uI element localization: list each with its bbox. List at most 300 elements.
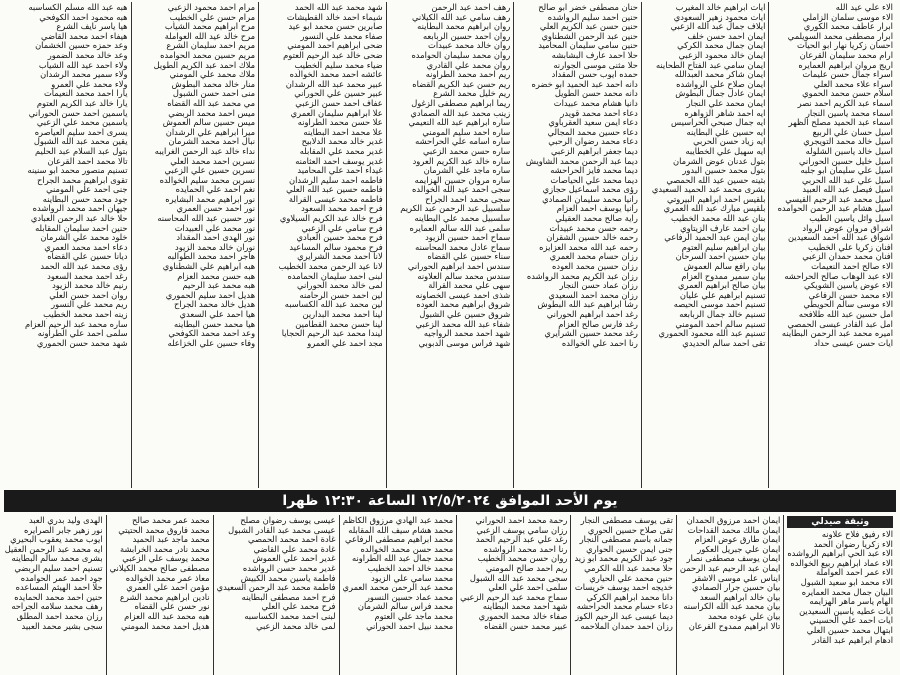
candidate-name: ريم احمد صالح المومني bbox=[485, 562, 568, 573]
candidate-name: افنان زكريا علي الخطيب bbox=[808, 241, 893, 252]
candidate-name: حنين حسن عبد الكريم العلي bbox=[539, 21, 638, 32]
candidate-name: فاطمة محمد عبد الرحمن السعيدي bbox=[216, 582, 336, 593]
candidate-name: تسنيم ابراهيم علي عليان bbox=[679, 289, 766, 300]
candidate-name: هديل احمد محمد المومني bbox=[121, 620, 210, 631]
candidate-name: اسيل فيصل عبد الله العبيد bbox=[802, 184, 893, 195]
candidate-name: نور الهدى احمد المقداد bbox=[176, 232, 256, 243]
candidate-name: دانيا هشام محمد عبيدات bbox=[553, 97, 638, 108]
candidate-name: رغد احمد محمد السعود bbox=[47, 270, 128, 281]
candidate-name: لبنى احمد سليمان الحمامده bbox=[287, 270, 383, 281]
candidate-name: غادة احمد محمد الحمصي bbox=[248, 534, 336, 545]
candidate-name: رزان احمد حمدان الملاحمه bbox=[580, 620, 673, 631]
candidate-name: حلا محمد عبد الله الكرمي bbox=[584, 562, 673, 573]
candidate-name: دعاء ايمن سعيد العقرباوي bbox=[548, 117, 638, 128]
candidate-name: الاء عبد الحي ابراهيم الرواشده bbox=[787, 548, 893, 559]
name-column bbox=[106, 515, 213, 675]
candidate-name: دعاء احمد محمد العمري bbox=[44, 241, 128, 252]
candidate-name: رهف سامي عبد الله الكيلاني bbox=[411, 11, 511, 22]
candidate-name: رزان حسين محمد العوده bbox=[552, 261, 638, 272]
candidate-name: هديل احمد سليم الحموري bbox=[165, 289, 256, 300]
candidate-name: اسيل هشام عبد الرحمن الحوامده bbox=[777, 203, 893, 214]
candidate-name: ايمان سامي عبد الفتاح الطحاينه bbox=[655, 59, 766, 70]
candidate-name: ابتهال محمد حسين العلي bbox=[806, 624, 893, 635]
candidate-name: ميرا ابراهيم علي الرشدان bbox=[165, 126, 256, 137]
candidate-name: شهد احمد محمد الرواجيه bbox=[423, 328, 511, 339]
candidate-name: تسنيم خالد جمال الربابعه bbox=[679, 309, 766, 319]
candidate-name: محمد سامي علي الزيود bbox=[371, 572, 454, 583]
candidate-name: غيداء احمد علي المحاميد bbox=[297, 165, 383, 176]
candidate-name: فرح محمد حسين العبادي bbox=[296, 232, 383, 243]
candidate-name: نوران خالد محمد الزيود bbox=[175, 241, 256, 252]
candidate-name: بيان ابراهيم سليم العتوم bbox=[681, 241, 766, 252]
candidate-name: رانيا محمد سليمان الصمادي bbox=[542, 193, 638, 204]
candidate-name: رزان حسام محمد العمري bbox=[549, 251, 638, 262]
candidate-name: ياسمين محمد علي الزعبي bbox=[36, 117, 128, 128]
bottom-name-columns bbox=[4, 515, 896, 675]
candidate-name: ايمان عادل جمال البطوش bbox=[675, 88, 766, 99]
candidate-name: الاء موسى سالم الحويطي bbox=[803, 299, 893, 310]
name-column bbox=[768, 2, 896, 488]
candidate-name: جنى احمد علي المومني bbox=[46, 184, 128, 195]
candidate-name: ساره احمد سليم المومني bbox=[422, 126, 511, 137]
candidate-name: اسيل محمد عبد الرحيم القيسي bbox=[785, 193, 893, 204]
candidate-name: عبير محمد عبد الله الرشدان bbox=[285, 78, 383, 89]
candidate-name: الاء محمد ابو سعيد الشبول bbox=[800, 576, 893, 587]
candidate-name: مصطفى صالح محمد الكيلاني bbox=[109, 562, 210, 573]
candidate-name: مرح خالد عيد الله العواملة bbox=[164, 30, 256, 41]
candidate-name: بيان احمد عارف الزيتاوي bbox=[680, 222, 766, 233]
name-column bbox=[513, 2, 641, 488]
candidate-name: نسرين احمد محمد العلي bbox=[170, 155, 256, 166]
candidate-name: رحمه عبد الله محمد العزايزه bbox=[539, 241, 638, 252]
candidate-name: هبه محمد عبد الرحيم bbox=[182, 280, 256, 291]
candidate-name: نور زهير جابر الصرايره bbox=[23, 524, 103, 535]
candidate-name: مرام احمد محمود الزعبي bbox=[167, 2, 256, 12]
candidate-name: صابرين حسن محمد ابو عيد bbox=[288, 21, 383, 32]
candidate-name: علا ابراهيم سليمان العمري bbox=[290, 107, 383, 118]
candidate-name: فرح احمد مصطفى البطاينه bbox=[241, 591, 336, 602]
candidate-name: لمى خالد محمد الحوراني bbox=[297, 280, 383, 291]
candidate-name: ارام محمد سليمان القرعان bbox=[799, 49, 893, 60]
candidate-name: عيسى يوسف رضوان مصلح bbox=[240, 515, 336, 525]
candidate-name: جنى ايمن حسين الحواري bbox=[586, 543, 673, 554]
candidate-name: غدير يوسف احمد العثامنه bbox=[295, 155, 383, 166]
candidate-name: نبال احمد محمد الشرمان bbox=[168, 136, 256, 147]
candidate-name: اسيل خالد ياسين الشلوله bbox=[805, 145, 893, 156]
candidate-name: ايمان يوسف مصطفى نصار bbox=[686, 553, 781, 564]
candidate-name: ايمان شاكر محمد العبدالله bbox=[674, 69, 766, 80]
candidate-name: ساره مروان حسين الهزايمه bbox=[414, 174, 511, 185]
candidate-name: حلا احمد عارف البشابشه bbox=[551, 49, 638, 60]
candidate-name: روان ابراهيم محمد البطاينه bbox=[417, 21, 511, 32]
candidate-name: حلا مثنى موسى الجوارنه bbox=[553, 59, 638, 70]
name-column bbox=[641, 2, 769, 488]
candidate-name: خلود محمد علي الشرمان bbox=[40, 232, 128, 243]
candidate-name: نور حسن علي القضاه bbox=[134, 601, 210, 612]
candidate-name: هبه محمود احمد الكوفحي bbox=[39, 11, 128, 22]
candidate-name: اسلام حسن محمد الحموي bbox=[802, 88, 893, 99]
candidate-name: رحمه خالد حسين الشقران bbox=[546, 232, 638, 243]
candidate-name: شهد محمد عبد الله الحمد bbox=[294, 2, 383, 12]
candidate-name: اسيل علي سليمان ابو جلبه bbox=[800, 165, 893, 176]
candidate-name: بيان حسين جرار الصمادي bbox=[692, 582, 781, 593]
candidate-name: رؤى محمد اسماعيل حجازي bbox=[542, 184, 638, 195]
candidate-name: شذى احمد عيسى الخصاونه bbox=[415, 289, 511, 300]
candidate-name: حلا احمد الهيثم المساعده bbox=[15, 582, 103, 593]
candidate-name: رهف محمد سلامه الجراحه bbox=[11, 601, 103, 612]
candidate-name: هاجر احمد محمد الطوالبه bbox=[167, 251, 256, 262]
candidate-name: لبنى احمد محمد الكساسبه bbox=[244, 610, 336, 621]
candidate-name: فرح محمد علي العلي bbox=[261, 601, 336, 612]
candidate-name: رغد محمد حسين الشرايري bbox=[544, 328, 638, 339]
candidate-name: علا حسن محمد الطراونه bbox=[297, 117, 383, 128]
candidate-name: دانه احمد عبد الحميد ابو خضره bbox=[531, 78, 638, 89]
candidate-name: بلقيس مبارك عبد الله العمري bbox=[663, 203, 766, 214]
candidate-name: ايه جمال صبحي الحراسيس bbox=[671, 117, 766, 128]
candidate-name: تالا محمد احمد القرعان bbox=[47, 155, 128, 166]
candidate-name: ضياء محمد سليم الخطيب bbox=[294, 59, 383, 70]
candidate-name: اسيل وائل ياسين الطيب bbox=[809, 213, 893, 224]
candidate-name: تسنيم سالم احمد المومني bbox=[675, 318, 766, 329]
candidate-name: فرح احمد محمد السعود bbox=[301, 203, 383, 214]
candidate-name: ضحى خالد عبد الرحيم العتوم bbox=[283, 49, 383, 60]
candidate-name: يارا خالد عبد الكريم العتوم bbox=[36, 97, 128, 108]
candidate-name: محمد عمر محمد صالح bbox=[132, 515, 210, 525]
name-column bbox=[570, 515, 675, 675]
name-column bbox=[258, 2, 386, 488]
candidate-name: فاطمة ياسين محمد الكبيش bbox=[240, 572, 336, 583]
candidate-name: محمد حسن محمد الخوالده bbox=[360, 543, 454, 554]
candidate-name: جمانه باسم مصطفى النجار bbox=[579, 534, 673, 545]
candidate-name: ايمان جمال محمد الكركي bbox=[677, 40, 766, 51]
candidate-name: رشا ابراهيم عبد الله البطوش bbox=[537, 299, 638, 310]
candidate-name: نادين ابراهيم محمد الشرع bbox=[119, 591, 210, 602]
candidate-name: اسيل علي عبد الله الحربي bbox=[801, 174, 893, 185]
candidate-name: هيا محمد حسن البطاينه bbox=[174, 318, 256, 329]
candidate-name: ايمان عبد الرحيم عبد الرحمن bbox=[679, 562, 781, 573]
candidate-name: روان احمد حسين الربابعه bbox=[422, 30, 511, 41]
candidate-name: ايمان محمد علي النجار bbox=[686, 97, 766, 108]
candidate-name: الاء عماد ابراهيم ربيع الخوالده bbox=[790, 557, 893, 568]
candidate-name: حنين محمد علي الحياري bbox=[589, 572, 673, 583]
name-column bbox=[456, 515, 570, 675]
candidate-name: ديما محمد فايز الحراحشه bbox=[550, 165, 638, 176]
candidate-name: ياسمين احمد حسن الحوراني bbox=[28, 107, 128, 118]
candidate-name: اسراء علاء محمد العلي bbox=[813, 78, 893, 89]
candidate-name: نور حسين عبد الله المحاسنه bbox=[157, 213, 256, 224]
name-column bbox=[213, 515, 339, 675]
candidate-name: عفاف احمد حسن الزعبي bbox=[295, 97, 383, 108]
candidate-name: رزان محمد احمد السعيدي bbox=[548, 289, 638, 300]
candidate-name: رنا احمد محمد الرواشده bbox=[483, 543, 568, 554]
candidate-name: ميس احمد محمد الربضي bbox=[168, 107, 256, 118]
candidate-name: ابرار مصطفى محمد السويلمي bbox=[787, 30, 893, 41]
candidate-name: فرح سامي علي الزعبي bbox=[301, 222, 383, 233]
candidate-name: تالا ابراهيم ممدوح القرعان bbox=[688, 620, 781, 631]
candidate-name: سجى محمد عبد الله الشبول bbox=[469, 572, 568, 583]
candidate-name: منار خالد محمد البطوش bbox=[171, 78, 256, 89]
candidate-name: ملاك محمد علي المومني bbox=[169, 69, 256, 80]
candidate-name: صفاء محمد علي النسور bbox=[300, 30, 383, 41]
candidate-name: غادة محمد علي القاضي bbox=[253, 543, 336, 554]
candidate-name: هيا احمد علي السعدي bbox=[179, 309, 256, 319]
candidate-name: رنا احمد علي الخوالده bbox=[561, 337, 638, 348]
candidate-name: البيان جمال محمد العمايره bbox=[801, 586, 893, 597]
candidate-name: اسماء محمد ياسين النجار bbox=[805, 107, 893, 118]
candidate-name: جيهان احمد محمد الرواشده bbox=[32, 203, 128, 214]
candidate-name: رانيا يوسف احمد العزام bbox=[556, 203, 638, 214]
candidate-name: يارا احمد محمد النعيمات bbox=[43, 88, 128, 99]
candidate-name: اريج مروان ابراهيم العمايره bbox=[798, 59, 893, 70]
candidate-name: ليندا محمد عبد الرحيم الحجايا bbox=[281, 328, 383, 339]
candidate-name: تقى يوسف مصطفى النجار bbox=[580, 515, 673, 525]
candidate-name: سجى بشير محمد العبيد bbox=[21, 620, 103, 631]
candidate-name: يقين محمد عبد الله الشبول bbox=[33, 136, 128, 147]
name-column bbox=[4, 2, 131, 488]
candidate-name: ديما جعفر ابراهيم الزعبي bbox=[551, 145, 638, 156]
candidate-name: رغد احمد ابراهيم الحوراني bbox=[546, 309, 638, 319]
candidate-name: امل عبد القادر عيسى الحمصي bbox=[787, 318, 893, 329]
candidate-name: فاطمه محمد عيسى القرالة bbox=[288, 193, 383, 204]
candidate-name: هيفاء احمد محمد القاضي bbox=[41, 30, 128, 41]
candidate-name: تسنيم عبد الله محمود الحموري bbox=[658, 328, 766, 339]
candidate-name: اشواق عبد الله احمد السعيدين bbox=[788, 232, 893, 243]
candidate-name: سلمى احمد علي الطراونه bbox=[37, 328, 128, 339]
candidate-name: دعاء حسام محمد الحراحشه bbox=[576, 601, 673, 612]
candidate-name: ايمان علي جبريل العكور bbox=[697, 543, 781, 554]
candidate-name: دانا محمد ابراهيم الكركي bbox=[586, 591, 673, 602]
candidate-name: اسماء عبد الحميد مصلح الظهر bbox=[788, 117, 893, 128]
candidate-name: ديما عبد الرحمن محمد الشاويش bbox=[525, 155, 638, 166]
candidate-name: غدير احمد علي العموش bbox=[252, 553, 336, 564]
candidate-name: ايمان احمد مرزوق الحمدان bbox=[686, 515, 781, 525]
candidate-name: بتول عدنان عوض الشرمان bbox=[673, 155, 766, 166]
candidate-name: دعاء حسين محمد المجالي bbox=[547, 126, 638, 137]
candidate-name: محمد فاروق محمد الحتيتي bbox=[118, 524, 210, 535]
candidate-name: الاء صالح احمد النعيمات bbox=[811, 261, 893, 272]
candidate-name: ساره ابراهيم عبد الله النعيمي bbox=[408, 117, 511, 128]
candidate-name: فرح محمود سالم المساعيد bbox=[289, 241, 383, 252]
candidate-name: ايوب محمد يعقوب البحيري bbox=[10, 534, 103, 545]
candidate-name: رهف احمد عبد الرحمن bbox=[431, 2, 511, 12]
candidate-name: تسنيم منصور محمد ابو سنينه bbox=[27, 165, 128, 176]
candidate-name: الهدى وليد بدري العبد bbox=[28, 515, 103, 525]
candidate-name: الاء موسى سلمان الزاملي bbox=[802, 11, 893, 22]
candidate-name: محمد هشام سيف الله المقابله bbox=[348, 524, 454, 535]
candidate-name: ادهام ابراهيم عبد القادر bbox=[812, 634, 893, 645]
candidate-name: سماح احمد حسين الزيود bbox=[425, 232, 511, 243]
candidate-name: تقى صلاح حسين الحوري bbox=[587, 524, 673, 535]
candidate-name: ايمان طارق عوض العزام bbox=[694, 534, 781, 545]
candidate-name: ريم محمد علي النسور bbox=[51, 299, 128, 310]
candidate-name: تسنيم احمد سليم الربضي bbox=[14, 562, 103, 573]
candidate-name: بشرى محمد سالم البطاينه bbox=[11, 553, 103, 564]
candidate-name: مؤمن احمد علي العمري bbox=[126, 582, 210, 593]
section-subheading: وثيقة صيدلي bbox=[787, 516, 893, 528]
candidate-name: لانا عيد الرحمن محمد الخطيب bbox=[278, 261, 383, 272]
candidate-name: ايمان احمد حسن خلف bbox=[687, 30, 766, 41]
candidate-name: رنيم خالد محمد الزيود bbox=[52, 280, 128, 291]
candidate-name: فاطمه حسين عبد الله العلي bbox=[286, 184, 383, 195]
candidate-name: سلمى احمد علي العلي bbox=[488, 582, 568, 593]
candidate-name: ساره حسن محمد الزعبي bbox=[422, 145, 511, 156]
candidate-name: ايمان مالك محمد القداحات bbox=[687, 524, 781, 535]
candidate-name: رغد فارس صالح العزام bbox=[558, 318, 638, 329]
candidate-name: ايات ابراهيم خالد المغيرب bbox=[675, 2, 766, 12]
candidate-name: الاء زكريا رضوان الحمد bbox=[813, 538, 893, 549]
name-column bbox=[386, 2, 514, 488]
candidate-name: شيماء احمد خالد القطيشات bbox=[286, 11, 383, 22]
candidate-name: دعاء محمد رضوان الرحبي bbox=[548, 136, 638, 147]
candidate-name: سندس محمد سالم العلاونه bbox=[417, 270, 511, 281]
candidate-name: عائشه احمد محمد الخوالده bbox=[289, 69, 383, 80]
candidate-name: رزان عماد حسن النجار bbox=[559, 280, 638, 291]
candidate-name: دانه محمد حسن الطويل bbox=[554, 88, 638, 99]
candidate-name: سماح محمد عبد الرحيم الزعبي bbox=[460, 591, 568, 602]
candidate-name: ايات محمود زهير السعودي bbox=[673, 11, 766, 22]
candidate-name: بنان عبد الله محمد الخطيب bbox=[671, 213, 766, 224]
candidate-name: محمد يوسف علي الزعبي bbox=[122, 553, 210, 564]
candidate-name: مجد احمد علي العمرو bbox=[307, 337, 383, 348]
candidate-name: حنين عبد الرحمن الشطناوي bbox=[541, 30, 638, 41]
candidate-name: لين احمد حسن الرحامنه bbox=[299, 289, 383, 300]
name-column bbox=[2, 515, 106, 675]
candidate-name: حنين احمد سليم الرواشده bbox=[547, 11, 638, 22]
candidate-name: الاء رفيق فلاح علاونه bbox=[821, 529, 893, 539]
candidate-name: لمى خالد محمد الزعبي bbox=[256, 620, 336, 631]
candidate-name: الاء محمد حسن الرفاعي bbox=[808, 289, 893, 300]
candidate-name: محمد جمال عبد الله الطراونه bbox=[352, 553, 454, 564]
candidate-name: ايناس علي موسى الاشقر bbox=[692, 572, 781, 583]
candidate-name: بتول عبد السلام عبد الحليم bbox=[34, 145, 128, 156]
top-name-columns bbox=[4, 2, 896, 488]
candidate-name: سهى علي محمد القرالة bbox=[428, 280, 511, 291]
candidate-name: بتول محمد حسين البدور bbox=[682, 165, 766, 176]
candidate-name: محمد ماجد علي العتوم bbox=[374, 610, 454, 621]
candidate-name: حنان مصطفى خضر ابو صالح bbox=[538, 2, 638, 12]
candidate-name: هديل خالد محمد الجراح bbox=[173, 299, 256, 310]
candidate-name: جود محمد حسن البطاينه bbox=[42, 193, 128, 204]
candidate-name: محمد عبد الرحمن محمد العمري bbox=[342, 582, 454, 593]
candidate-name: لينا احمد محمد البدارين bbox=[302, 309, 383, 319]
candidate-name: غدير خالد محمد الدلابيح bbox=[301, 136, 383, 147]
candidate-name: لينا حسن محمد القطامين bbox=[295, 318, 383, 329]
candidate-name: عبير محمد حسن القضاه bbox=[484, 620, 568, 631]
candidate-name: امل حسين عبد الله طلافحه bbox=[798, 309, 893, 319]
candidate-name: محمد ابراهيم مصطفى الرفاعي bbox=[345, 534, 454, 545]
name-column bbox=[783, 515, 896, 675]
candidate-name: اسيل حسان علي الربيع bbox=[812, 126, 893, 137]
candidate-name: ولاء سمير محمد الرشدان bbox=[40, 69, 128, 80]
candidate-name: نسرين حسين علي الزعبي bbox=[164, 165, 256, 176]
candidate-name: رحمة محمد احمد الحوراني bbox=[475, 515, 568, 525]
candidate-name: بيان خالد ابراهيم السعد bbox=[699, 591, 781, 602]
candidate-name: الهام ياسر ماهر الهزايمه bbox=[809, 596, 893, 607]
candidate-name: رغد علي عبد الرحيم الحمد bbox=[475, 534, 568, 545]
candidate-name: ايه محمد عبد الرحمن العقيل bbox=[4, 543, 103, 554]
candidate-name: احسان زكريا نهار ابو الحيات bbox=[797, 40, 893, 51]
candidate-name: دعاء احمد محمد قويدر bbox=[560, 107, 638, 118]
candidate-name: اسماء عبد الكريم احمد نصر bbox=[797, 97, 893, 108]
candidate-name: صفاء خالد محمد الحموري bbox=[478, 610, 568, 621]
name-column bbox=[131, 2, 259, 488]
candidate-name: عبير حسين علي الحوراني bbox=[294, 88, 383, 99]
candidate-name: رزان محمد احمد المطلق bbox=[16, 610, 103, 621]
candidate-name: جود عبد الكريم محمد ابو زيد bbox=[574, 553, 673, 564]
candidate-name: نغم احمد علي الحمايده bbox=[175, 184, 256, 195]
candidate-name: يسرى احمد سليم العياصره bbox=[34, 126, 128, 137]
candidate-name: مرام حسن علي الخطيب bbox=[169, 11, 256, 22]
candidate-name: تقى احمد سالم الحديدي bbox=[682, 337, 766, 348]
candidate-name: محمد نادر محمد الخرابشة bbox=[120, 543, 210, 554]
candidate-name: بيان سمير ممدوح العزام bbox=[681, 270, 766, 281]
candidate-name: سجى احمد عيد الله الخوالده bbox=[412, 184, 511, 195]
candidate-name: محمد خالد احمد الخطيب bbox=[367, 562, 454, 573]
candidate-name: تقوى ابراهيم محمد الجراح bbox=[37, 174, 128, 185]
candidate-name: اشراق مروان عوض الرواد bbox=[802, 222, 893, 233]
name-column bbox=[339, 515, 457, 675]
candidate-name: ايه سهيل علي الخطايبه bbox=[685, 145, 766, 156]
candidate-name: اميره محمد عبد الرحمن البطاينه bbox=[781, 328, 893, 339]
candidate-name: بيان رافع سالم العموش bbox=[683, 261, 766, 272]
candidate-name: بلقيس احمد ابراهيم البيروتي bbox=[667, 193, 766, 204]
candidate-name: هبه محمد عبد الله العزام bbox=[124, 610, 210, 621]
candidate-name: افنان محمد حمدان الزعبي bbox=[802, 251, 893, 262]
candidate-name: شهد فراس موسى الدبوبي bbox=[418, 337, 511, 348]
candidate-name: مرح ابراهيم محمد الشياب bbox=[164, 21, 256, 32]
candidate-name: غدير محمد علي المقابله bbox=[299, 145, 383, 156]
candidate-name: شهد احمد محمد البطاينه bbox=[482, 601, 568, 612]
candidate-name: ايه حسين علي البطاينه bbox=[686, 126, 766, 137]
candidate-name: ديما عيسى عبد الرحيم الكوز bbox=[575, 610, 673, 621]
candidate-name: ملاك احمد عبد الكريم الطويل bbox=[153, 59, 256, 70]
candidate-name: مي محمد عبد الله القضاه bbox=[167, 97, 256, 108]
candidate-name: سندس احمد ابراهيم الحوراني bbox=[407, 261, 511, 272]
candidate-name: اسيل خالد محمد التويجري bbox=[803, 136, 893, 147]
candidate-name: الاء عمر احمد العواملة bbox=[816, 567, 893, 578]
candidate-name: حنين احمد محمد الحمايده bbox=[14, 591, 103, 602]
candidate-name: ساره ماجد علي الشرمان bbox=[423, 165, 511, 176]
candidate-name: زينب محمد عبد الله الصمادي bbox=[410, 107, 511, 118]
candidate-name: ايه زياد حسن الحربي bbox=[693, 136, 766, 147]
candidate-name: بيان محمد عبد الله الكراسنه bbox=[683, 601, 781, 612]
candidate-name: غدير محمد حسن الرواشده bbox=[242, 562, 336, 573]
candidate-name: فرح خالد عبد الكريم السيلاوي bbox=[279, 213, 383, 224]
candidate-name: ريما ابراهيم مصطفى الزغول bbox=[411, 97, 511, 108]
candidate-name: روان محمد علي القادري bbox=[426, 59, 511, 70]
candidate-name: شروق حسين علي الشبول bbox=[419, 309, 511, 319]
candidate-name: حمده ايوب حسن المقداد bbox=[551, 69, 638, 80]
candidate-name: سلسبيل عبد الرحمن عبد الكريم bbox=[400, 203, 511, 214]
candidate-name: ايلاف جمال عبد الله الزعبي bbox=[670, 21, 766, 32]
candidate-name: سلمى عبد الله سالم العمايره bbox=[409, 222, 511, 233]
candidate-name: اسيل خليل حسين الحوراني bbox=[799, 155, 893, 166]
candidate-name: لانا احمد محمد الشرايري bbox=[297, 251, 383, 262]
candidate-name: بيان صالح ابراهيم العمري bbox=[678, 280, 766, 291]
candidate-name: ساره خالد عبد الكريم العرود bbox=[412, 155, 511, 166]
candidate-name: ريم احمد محمد الطراونه bbox=[425, 69, 511, 80]
candidate-name: ميس حسين سالم العموش bbox=[162, 117, 256, 128]
candidate-name: وعد احمد محمد الكوفحي bbox=[168, 328, 256, 339]
candidate-name: حلا خالد عبد الرحمن العبادي bbox=[30, 213, 128, 224]
candidate-name: جود احمد عمر الحوامده bbox=[20, 572, 103, 583]
candidate-name: تسنيم احمد موسى الحيصه bbox=[673, 299, 766, 310]
candidate-name: نور احمد حسن العمري bbox=[176, 203, 256, 214]
candidate-name: ريم خليل محمد الشرع bbox=[433, 88, 511, 99]
candidate-name: ايات عطيه ياسين السعيدين bbox=[799, 605, 893, 616]
candidate-name: حنين احمد سليمان المقابله bbox=[35, 222, 128, 233]
candidate-name: مريم احمد سليمان الشرع bbox=[166, 40, 256, 51]
